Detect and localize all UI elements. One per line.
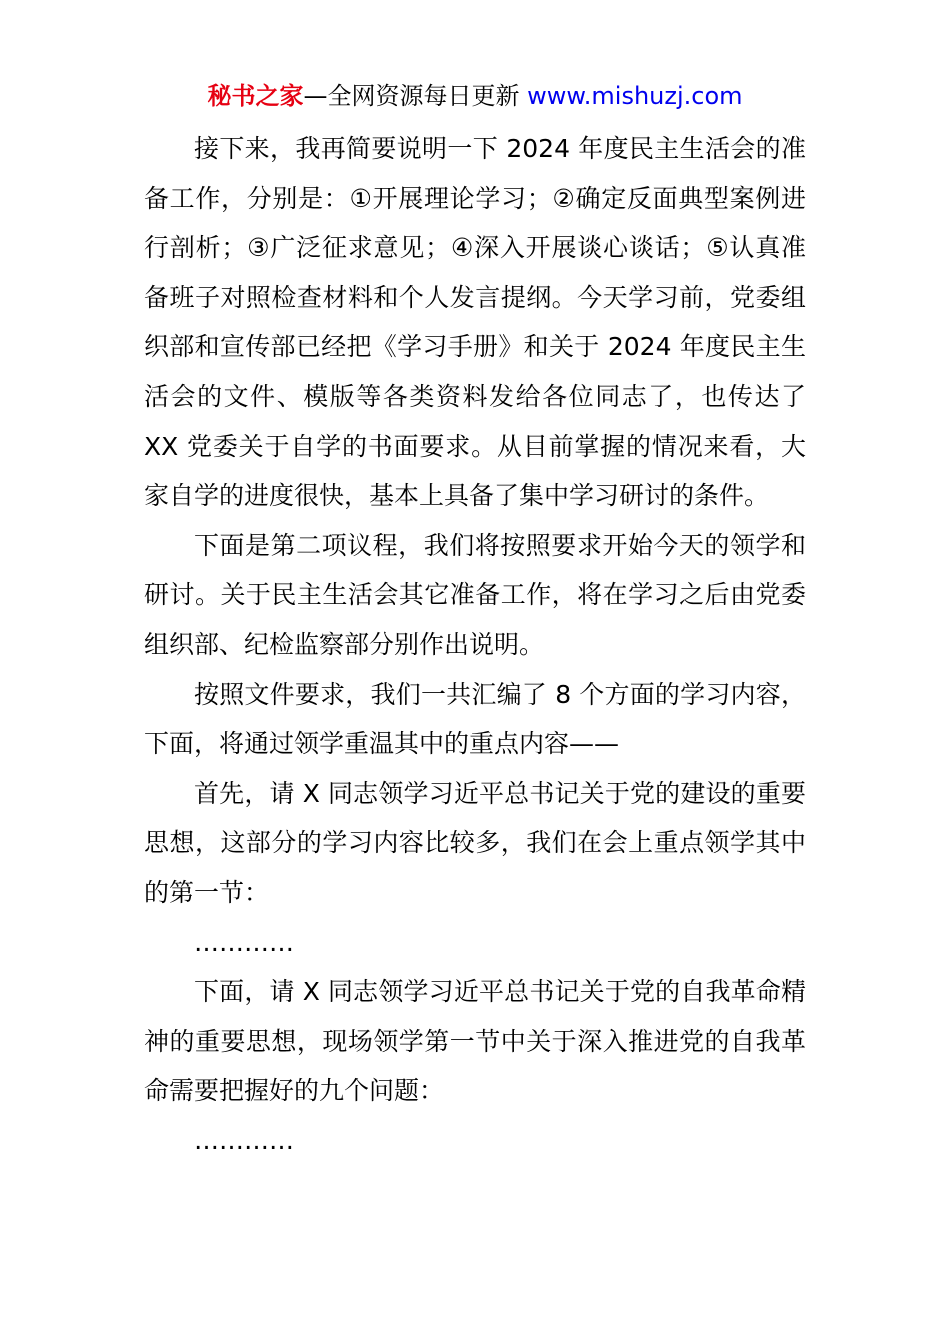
ellipsis-placeholder: ………… bbox=[194, 927, 294, 957]
paragraph-second-lead-study: 下面，请 X 同志领学习近平总书记关于党的自我革命精神的重要思想，现场领学第一节中关于深入推进党的自我革命需要把握好的九个问题： bbox=[144, 977, 806, 1106]
ellipsis-placeholder: ………… bbox=[194, 1125, 294, 1155]
header-tagline: —全网资源每日更新 bbox=[303, 82, 528, 110]
paragraph-first-lead-study: 首先，请 X 同志领学习近平总书记关于党的建设的重要思想，这部分的学习内容比较多，我们在会上重点领学其中的第一节： bbox=[144, 778, 806, 907]
document-body bbox=[144, 124, 806, 1165]
page-header bbox=[0, 80, 950, 112]
site-url-link[interactable]: www.mishuzj.com bbox=[527, 82, 743, 110]
paragraph-second-agenda: 下面是第二项议程，我们将按照要求开始今天的领学和研讨。关于民主生活会其它准备工作，将在学习之后由党委组织部、纪检监察部分别作出说明。 bbox=[144, 530, 806, 659]
paragraph-study-content: 按照文件要求，我们一共汇编了 8 个方面的学习内容，下面，将通过领学重温其中的重点内容—— bbox=[144, 679, 806, 759]
paragraph-preparation: 接下来，我再简要说明一下 2024 年度民主生活会的准备工作，分别是：①开展理论学习；②确定反面典型案例进行剖析；③广泛征求意见；④深入开展谈心谈话；⑤认真准备班子对照检查材料和个人发言提纲。今天学习前，党委组织部和宣传部已经把《学习手册》和关于 2024 年度民主生活会的文件、模版等各类资料发给各位同志了，也传达了 XX 党委关于自学的书面要求。从目前掌握的情况来看，大家自学的进度很快，基本上具备了集中学习研讨的条件。 bbox=[144, 134, 806, 511]
brand-name: 秘书之家 bbox=[207, 82, 304, 110]
